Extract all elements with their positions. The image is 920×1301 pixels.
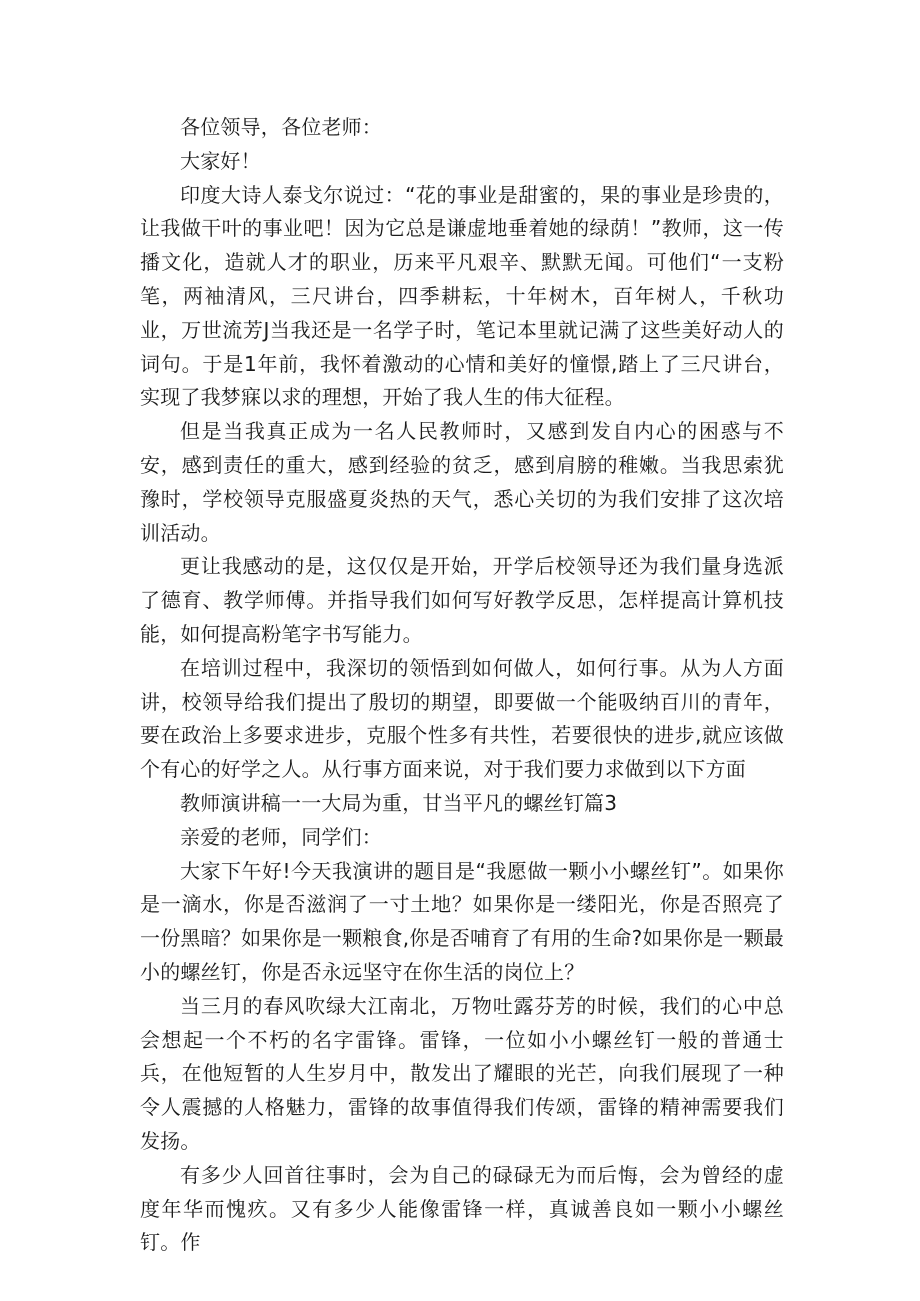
greeting-line: 亲爱的老师，同学们：: [180, 824, 382, 849]
body-paragraph: 在培训过程中，我深切的领悟到如何做人，如何行事。从为人方面讲，校领导给我们提出了殷切的期望，即要做一个能吸纳百川的青年，要在政治上多要求进步，克服个性多有共性，若要很快的进步,就应该做个有心的好学之人。从行事方面来说，对于我们要力求做到以下方面: [140, 655, 784, 782]
body-paragraph: 大家下午好!今天我演讲的题目是“我愿做一颗小小螺丝钉”。如果你是一滴水，你是否滋润了一寸土地？如果你是一缕阳光，你是否照亮了一份黑暗？如果你是一颗粮食,你是否哺育了有用的生命?如果你是一颗最小的螺丝钉，你是否永远坚守在你生活的岗位上？: [140, 858, 784, 984]
body-paragraph: 但是当我真正成为一名人民教师时，又感到发自内心的困惑与不安，感到责任的重大，感到经验的贫乏，感到肩膀的稚嫩。当我思索犹豫时，学校领导克服盛夏炎热的天气，悉心关切的为我们安排了这次培训活动。: [140, 419, 784, 545]
body-paragraph: 更让我感动的是，这仅仅是开始，开学后校领导还为我们量身选派了德育、教学师傅。并指导我们如何写好教学反思，怎样提高计算机技能，如何提高粉笔字书写能力。: [140, 554, 784, 646]
body-paragraph: 当三月的春风吹绿大江南北，万物吐露芬芳的时候，我们的心中总会想起一个不朽的名字雷锋。雷锋，一位如小小螺丝钉一般的普通士兵，在他短暂的人生岁月中，散发出了耀眼的光芒，向我们展现了一种令人震撼的人格魅力，雷锋的故事值得我们传颂，雷锋的精神需要我们发扬。: [140, 993, 784, 1153]
body-paragraph: 印度大诗人泰戈尔说过：“花的事业是甜蜜的，果的事业是珍贵的，让我做干叶的事业吧！因为它总是谦虚地垂着她的绿荫！”教师，这一传播文化，造就人才的职业，历来平凡艰辛、默默无闻。可他们“一支粉笔，两袖清风，三尺讲台，四季耕耘，十年树木，百年树人，千秋功业，万世流芳J当我还是一名学子时，笔记本里就记满了这些美好动人的词句。于是1年前，我怀着激动的心情和美好的憧憬,踏上了三尺讲台，实现了我梦寐以求的理想，开始了我人生的伟大征程。: [140, 182, 784, 410]
body-paragraph: 有多少人回首往事时，会为自己的碌碌无为而后悔，会为曾经的虚度年华而愧疚。又有多少人能像雷锋一样，真诚善良如一颗小小螺丝钉。作: [140, 1162, 784, 1255]
greeting-line: 各位领导，各位老师：: [180, 115, 382, 139]
salutation-line: 大家好！: [180, 148, 261, 173]
section-title: 教师演讲稿一一大局为重，甘当平凡的螺丝钉篇3: [180, 790, 618, 815]
document-page: [140, 111, 784, 1260]
